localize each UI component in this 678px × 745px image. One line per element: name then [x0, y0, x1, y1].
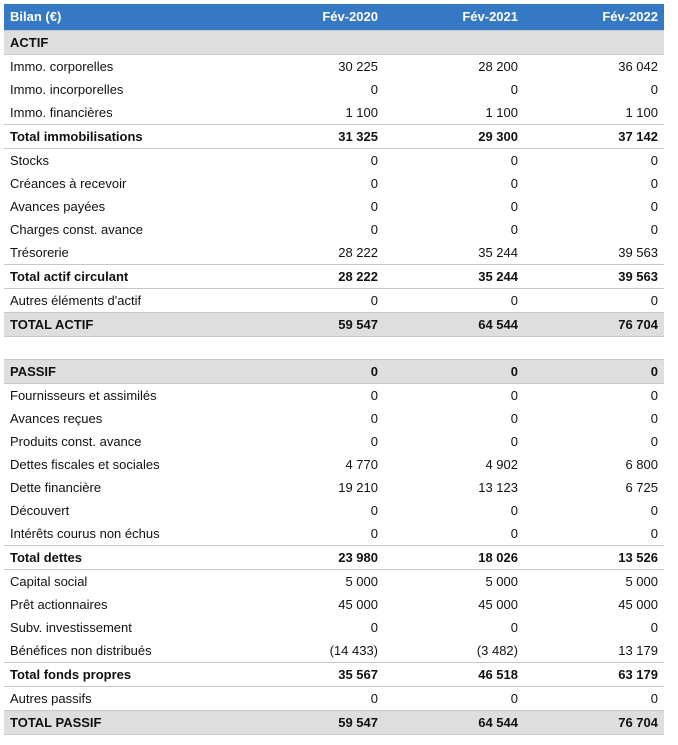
- row-label: Prêt actionnaires: [10, 597, 108, 612]
- row-value-2020: 19 210: [338, 480, 378, 495]
- row-value-2020: 31 325: [244, 125, 384, 149]
- row-value-2022: 0: [650, 411, 658, 426]
- table-header-row: [4, 4, 664, 31]
- table-row: [4, 218, 664, 241]
- row-value-2020: 59 547: [244, 313, 384, 337]
- row-value-2020: 1 100: [345, 105, 378, 120]
- row-value-2020: 0: [370, 82, 378, 97]
- row-value-2020: 45 000: [338, 597, 378, 612]
- table-row: [4, 499, 664, 522]
- row-value-2021: 28 200: [478, 59, 518, 74]
- row-value-2022: 37 142: [524, 125, 664, 149]
- row-label: Dettes fiscales et sociales: [10, 457, 160, 472]
- row-label: TOTAL PASSIF: [4, 711, 244, 735]
- table-row: [4, 289, 664, 313]
- table-row: [4, 172, 664, 195]
- row-value-2021: 0: [510, 82, 518, 97]
- table-row: [4, 195, 664, 218]
- row-label: Dette financière: [10, 480, 102, 495]
- row-value-2021: 13 123: [478, 480, 518, 495]
- row-value-2021: 45 000: [478, 597, 518, 612]
- row-value-2021: 18 026: [384, 546, 524, 570]
- table-row: [4, 430, 664, 453]
- row-value-2021: 64 544: [384, 711, 524, 735]
- table-row: [4, 78, 664, 101]
- row-label: Capital social: [10, 574, 88, 589]
- row-label: Subv. investissement: [10, 620, 132, 635]
- table-row: [4, 593, 664, 616]
- row-value-2020: [244, 31, 384, 55]
- row-value-2020: 0: [370, 222, 378, 237]
- row-label: Produits const. avance: [10, 434, 142, 449]
- row-value-2020: (14 433): [329, 643, 378, 658]
- row-value-2021: 64 544: [384, 313, 524, 337]
- row-value-2020: 0: [370, 526, 378, 541]
- row-value-2020: 0: [370, 691, 378, 706]
- row-value-2021: 4 902: [485, 457, 518, 472]
- table-row: [4, 616, 664, 639]
- row-value-2020: 0: [244, 360, 384, 384]
- row-value-2022: 0: [650, 176, 658, 191]
- row-value-2022: 45 000: [618, 597, 658, 612]
- row-value-2020: 28 222: [244, 265, 384, 289]
- row-label: TOTAL ACTIF: [4, 313, 244, 337]
- row-label: Fournisseurs et assimilés: [10, 388, 157, 403]
- total-row-passif: [4, 711, 664, 735]
- balance-sheet-table: [4, 4, 664, 735]
- row-value-2022: 76 704: [524, 313, 664, 337]
- row-value-2022: 36 042: [618, 59, 658, 74]
- row-value-2022: 0: [650, 153, 658, 168]
- row-label: Total immobilisations: [4, 125, 244, 149]
- row-value-2021: 35 244: [384, 265, 524, 289]
- row-value-2020: 35 567: [244, 663, 384, 687]
- row-value-2022: 0: [650, 620, 658, 635]
- table-row: [4, 687, 664, 711]
- row-value-2022: 6 800: [625, 457, 658, 472]
- row-value-2021: 0: [510, 503, 518, 518]
- table-row: [4, 476, 664, 499]
- row-value-2021: 0: [510, 434, 518, 449]
- row-label: Autres passifs: [10, 691, 92, 706]
- table-row: [4, 639, 664, 663]
- row-value-2021: 0: [510, 199, 518, 214]
- row-value-2021: 1 100: [485, 105, 518, 120]
- row-value-2022: 13 179: [618, 643, 658, 658]
- row-label: Trésorerie: [10, 245, 69, 260]
- row-label: Avances payées: [10, 199, 106, 214]
- header-col-2022: Fév-2022: [524, 4, 664, 31]
- header-col-2020: Fév-2020: [244, 4, 384, 31]
- row-value-2020: 0: [370, 153, 378, 168]
- row-value-2021: 0: [510, 691, 518, 706]
- balance-sheet: [4, 4, 664, 735]
- row-value-2020: 0: [370, 411, 378, 426]
- row-value-2021: 35 244: [478, 245, 518, 260]
- row-value-2022: 0: [650, 222, 658, 237]
- section-row-passif: [4, 360, 664, 384]
- row-value-2022: 0: [650, 82, 658, 97]
- row-value-2022: 0: [650, 691, 658, 706]
- row-value-2022: 1 100: [625, 105, 658, 120]
- row-label: ACTIF: [4, 31, 244, 55]
- row-label: Charges const. avance: [10, 222, 143, 237]
- row-value-2021: 0: [510, 388, 518, 403]
- row-value-2021: 0: [510, 293, 518, 308]
- row-value-2021: (3 482): [476, 643, 518, 658]
- row-value-2021: 46 518: [384, 663, 524, 687]
- row-label: Intérêts courus non échus: [10, 526, 160, 541]
- table-row: [4, 522, 664, 546]
- table-row: [4, 453, 664, 476]
- row-value-2022: 39 563: [618, 245, 658, 260]
- total-row-actif-circulant: [4, 265, 664, 289]
- spacer-row: [4, 337, 664, 360]
- row-value-2021: 0: [510, 153, 518, 168]
- section-row-actif: [4, 31, 664, 55]
- row-value-2020: 0: [370, 199, 378, 214]
- row-value-2022: 39 563: [524, 265, 664, 289]
- row-value-2020: 0: [370, 503, 378, 518]
- row-value-2021: 29 300: [384, 125, 524, 149]
- row-label: Créances à recevoir: [10, 176, 127, 191]
- row-label: Total fonds propres: [4, 663, 244, 687]
- row-value-2022: 0: [650, 434, 658, 449]
- row-value-2021: 0: [510, 222, 518, 237]
- row-value-2020: 4 770: [345, 457, 378, 472]
- row-value-2021: [384, 31, 524, 55]
- row-label: Autres éléments d'actif: [10, 293, 142, 308]
- row-value-2022: 13 526: [524, 546, 664, 570]
- row-value-2022: 0: [650, 293, 658, 308]
- row-value-2020: 23 980: [244, 546, 384, 570]
- row-value-2021: 0: [384, 360, 524, 384]
- row-value-2020: 0: [370, 176, 378, 191]
- row-label: Immo. incorporelles: [10, 82, 124, 97]
- row-label: Découvert: [10, 503, 70, 518]
- row-value-2022: 6 725: [625, 480, 658, 495]
- row-label: Immo. corporelles: [10, 59, 114, 74]
- row-value-2020: 0: [370, 620, 378, 635]
- header-title: Bilan (€): [4, 4, 244, 31]
- table-row: [4, 55, 664, 79]
- row-label: Immo. financières: [10, 105, 113, 120]
- total-row-immobilisations: [4, 125, 664, 149]
- row-value-2022: 0: [524, 360, 664, 384]
- row-value-2020: 0: [370, 293, 378, 308]
- table-row: [4, 241, 664, 265]
- row-label: Avances reçues: [10, 411, 103, 426]
- row-value-2020: 59 547: [244, 711, 384, 735]
- table-row: [4, 101, 664, 125]
- header-col-2021: Fév-2021: [384, 4, 524, 31]
- row-value-2021: 0: [510, 526, 518, 541]
- row-value-2022: 0: [650, 199, 658, 214]
- row-value-2022: 5 000: [625, 574, 658, 589]
- row-value-2022: 63 179: [524, 663, 664, 687]
- row-label: Total dettes: [4, 546, 244, 570]
- row-value-2020: 5 000: [345, 574, 378, 589]
- row-value-2022: 0: [650, 526, 658, 541]
- row-value-2022: 76 704: [524, 711, 664, 735]
- row-value-2020: 28 222: [338, 245, 378, 260]
- table-row: [4, 570, 664, 594]
- row-value-2020: 30 225: [338, 59, 378, 74]
- row-value-2021: 0: [510, 620, 518, 635]
- total-row-actif: [4, 313, 664, 337]
- row-value-2022: 0: [650, 503, 658, 518]
- row-value-2020: 0: [370, 388, 378, 403]
- row-value-2022: 0: [650, 388, 658, 403]
- row-value-2021: 5 000: [485, 574, 518, 589]
- table-row: [4, 149, 664, 173]
- row-value-2020: 0: [370, 434, 378, 449]
- row-value-2021: 0: [510, 411, 518, 426]
- row-value-2022: [524, 31, 664, 55]
- row-label: PASSIF: [4, 360, 244, 384]
- row-label: Bénéfices non distribués: [10, 643, 152, 658]
- total-row-fonds-propres: [4, 663, 664, 687]
- row-value-2021: 0: [510, 176, 518, 191]
- table-row: [4, 384, 664, 408]
- row-label: Stocks: [10, 153, 50, 168]
- total-row-dettes: [4, 546, 664, 570]
- table-row: [4, 407, 664, 430]
- row-label: Total actif circulant: [4, 265, 244, 289]
